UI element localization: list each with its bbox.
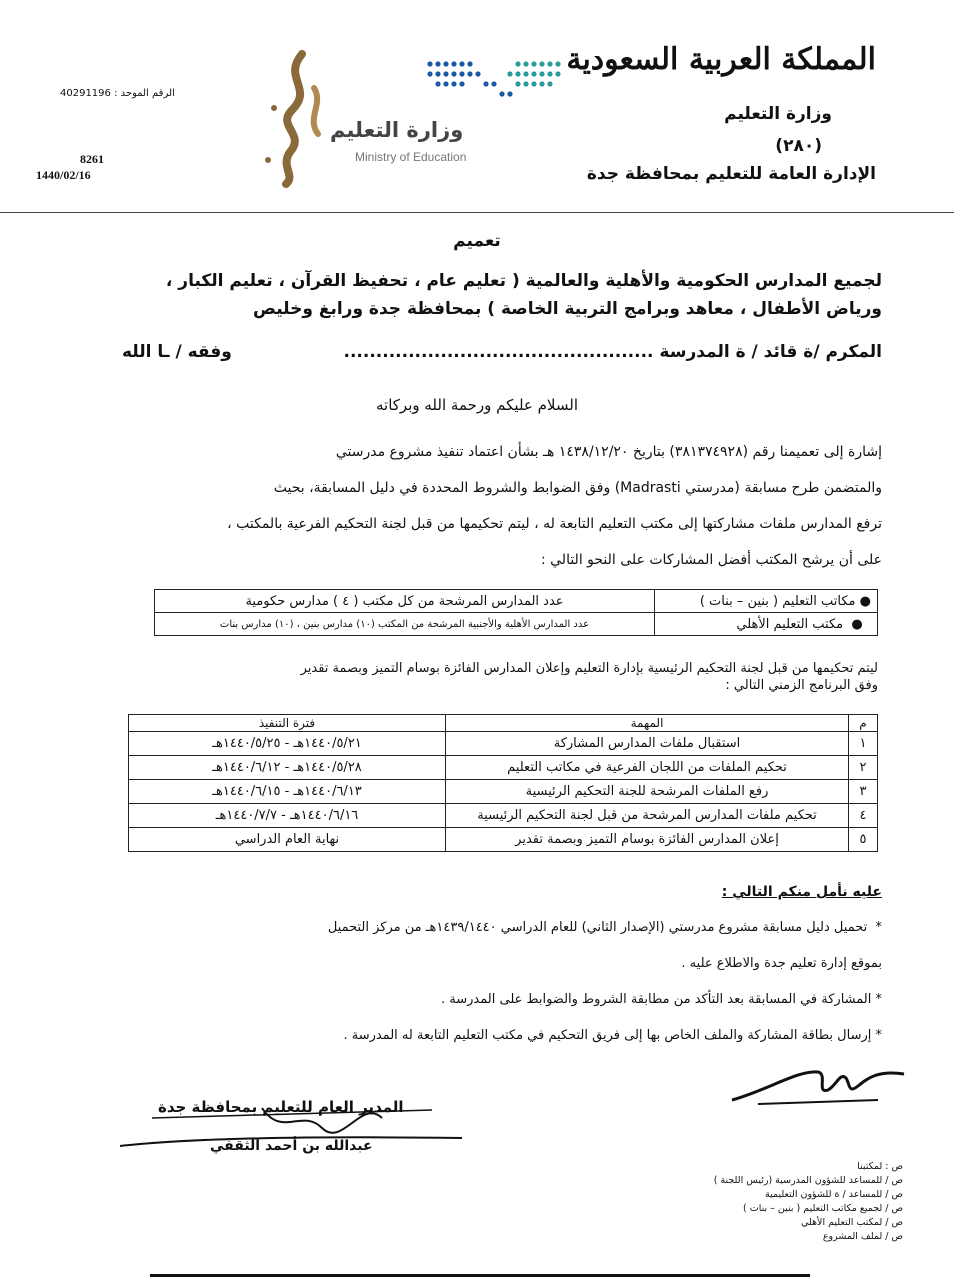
honorific-end: وفقه / ـا الله bbox=[122, 342, 232, 362]
table-cell: ١٤٤٠/٦/١٣هـ - ١٤٤٠/٦/١٥هـ bbox=[129, 780, 446, 804]
schedule-intro bbox=[118, 660, 878, 694]
document-title: تعميم bbox=[453, 231, 501, 251]
paragraph-line: ترفع المدارس ملفات مشاركتها إلى مكتب التعليم التابعة له ، ليتم تحكيمها من قبل لجنة التحكيم الفرعية بالمكتب ، bbox=[227, 516, 882, 532]
nominations-table bbox=[154, 589, 878, 636]
director-signature-icon bbox=[112, 1088, 472, 1168]
schedule-table bbox=[128, 714, 878, 852]
table-cell: رفع الملفات المرشحة للجنة التحكيم الرئيسية bbox=[446, 780, 849, 804]
honorific-line bbox=[122, 342, 882, 362]
paragraph-line: والمتضمن طرح مسابقة (مدرستي Madrasti) وفق الضوابط والشروط المحددة في دليل المسابقة، بحيث bbox=[273, 480, 882, 496]
column-header: م bbox=[849, 715, 878, 732]
greeting: السلام عليكم ورحمة الله وبركاته bbox=[376, 396, 578, 414]
table-cell: تحكيم ملفات المدارس المرشحة من قبل لجنة التحكيم الرئيسية bbox=[446, 804, 849, 828]
table-row bbox=[129, 756, 878, 780]
table-row bbox=[129, 828, 878, 852]
cc-item: ص / لملف المشروع bbox=[822, 1231, 903, 1242]
table-cell: عدد المدارس الأهلية والأجنبية المرشحة من المكتب (١٠) مدارس بنين ، (١٠) مدارس بنات bbox=[155, 613, 655, 636]
table-cell: تحكيم الملفات من اللجان الفرعية في مكاتب التعليم bbox=[446, 756, 849, 780]
column-header: فترة التنفيذ bbox=[129, 715, 446, 732]
column-header: المهمة bbox=[446, 715, 849, 732]
table-row bbox=[129, 804, 878, 828]
header-divider bbox=[0, 212, 954, 213]
cc-item: ص / لجميع مكاتب التعليم ( بنين – بنات ) bbox=[743, 1203, 903, 1214]
requests-heading: عليه نأمل منكم التالي : bbox=[721, 884, 882, 900]
reference-number: 8261 bbox=[80, 152, 104, 166]
table-cell: إعلان المدارس الفائزة بوسام التميز وبصمة تقدير bbox=[446, 828, 849, 852]
cc-item: ص / للمساعد / ة للشؤون التعليمية bbox=[765, 1189, 903, 1200]
footer-divider bbox=[150, 1274, 810, 1277]
kingdom-title: المملكة العربية السعودية bbox=[566, 42, 876, 77]
paragraph-line: إشارة إلى تعميمنا رقم (٣٨١٣٧٤٩٢٨) بتاريخ ١٤٣٨/١٢/٢٠ هـ بشأن اعتماد تنفيذ مشروع مدرستي bbox=[335, 444, 882, 460]
ministry-logo-word: وزارة التعليم bbox=[330, 118, 464, 142]
table-cell: ٢ bbox=[849, 756, 878, 780]
honorific-text: المكرم /ة قائد / ة المدرسة ................................................ bbox=[343, 342, 882, 362]
table-cell: نهاية العام الدراسي bbox=[129, 828, 446, 852]
table-row bbox=[129, 780, 878, 804]
cc-list bbox=[693, 1160, 903, 1244]
recipients: لجميع المدارس الحكومية والأهلية والعالمية ( تعليم عام ، تحفيظ القرآن ، تعليم الكبار ، ورياض الأطفال ، معاهد وبرامج التربية الخاصة ) بمحافظة جدة ورابغ وخليص bbox=[165, 271, 882, 319]
cc-item: ص / لمكتب التعليم الأهلي bbox=[800, 1217, 903, 1228]
ministry-logo-english: Ministry of Education bbox=[355, 150, 467, 164]
table-cell: ١ bbox=[849, 732, 878, 756]
table-cell: ١٤٤٠/٥/٢٨هـ - ١٤٤٠/٦/١٢هـ bbox=[129, 756, 446, 780]
table-cell: ١٤٤٠/٦/١٦هـ - ١٤٤٠/٧/٧هـ bbox=[129, 804, 446, 828]
cc-item: ص : لمكتبنا bbox=[857, 1161, 903, 1172]
request-item: * إرسال بطاقة المشاركة والملف الخاص بها إلى فريق التحكيم في مكتب التعليم التابعة له المدرسة . bbox=[343, 1028, 882, 1043]
table-row bbox=[129, 732, 878, 756]
request-item: * تحميل دليل مسابقة مشروع مدرستي (الإصدار الثاني) للعام الدراسي ١٤٣٩/١٤٤٠هـ من مركز التحميل bbox=[327, 920, 882, 935]
calligraphy-emblem-icon bbox=[262, 48, 332, 188]
signature-scribble-icon bbox=[728, 1060, 908, 1110]
table-cell: ٥ bbox=[849, 828, 878, 852]
table-cell: ٤ bbox=[849, 804, 878, 828]
table-row bbox=[155, 590, 878, 613]
table-cell: عدد المدارس المرشحة من كل مكتب ( ٤ ) مدارس حكومية bbox=[155, 590, 655, 613]
department-number: (٢٨٠) bbox=[775, 136, 822, 156]
table-cell: ٣ bbox=[849, 780, 878, 804]
ministry-title: وزارة التعليم bbox=[724, 104, 832, 124]
schedule-intro-line: ليتم تحكيمها من قبل لجنة التحكيم الرئيسية بإدارة التعليم وإعلان المدارس الفائزة بوسام التميز وبصمة تقدير bbox=[300, 661, 878, 676]
unified-number: الرقم الموحد : 40291196 bbox=[60, 88, 175, 99]
table-cell: استقبال ملفات المدارس المشاركة bbox=[446, 732, 849, 756]
department-title: الإدارة العامة للتعليم بمحافظة جدة bbox=[586, 164, 876, 184]
body-paragraph bbox=[122, 434, 882, 578]
request-item-continued: بموقع إدارة تعليم جدة والاطلاع عليه . bbox=[681, 956, 882, 971]
table-row bbox=[155, 613, 878, 636]
reference-date: 1440/02/16 bbox=[36, 168, 91, 182]
paragraph-line: على أن يرشح المكتب أفضل المشاركات على النحو التالي : bbox=[540, 552, 882, 568]
table-cell: ● مكتب التعليم الأهلي bbox=[655, 613, 878, 636]
table-cell: ١٤٤٠/٥/٢١هـ - ١٤٤٠/٥/٢٥هـ bbox=[129, 732, 446, 756]
signatory-title: المدير العام للتعليم بمحافظة جدة bbox=[158, 1098, 404, 1116]
cc-item: ص / للمساعد للشؤون المدرسية (رئيس اللجنة ) bbox=[713, 1175, 903, 1186]
table-cell: ● مكاتب التعليم ( بنين – بنات ) bbox=[655, 590, 878, 613]
ministry-logo-dots bbox=[420, 56, 568, 104]
signatory-name: عبدالله بن أحمد الثقفي bbox=[210, 1138, 373, 1154]
request-item: * المشاركة في المسابقة بعد التأكد من مطابقة الشروط والضوابط على المدرسة . bbox=[441, 992, 882, 1007]
schedule-intro-line: وفق البرنامج الزمني التالي : bbox=[725, 678, 878, 693]
table-header-row bbox=[129, 715, 878, 732]
